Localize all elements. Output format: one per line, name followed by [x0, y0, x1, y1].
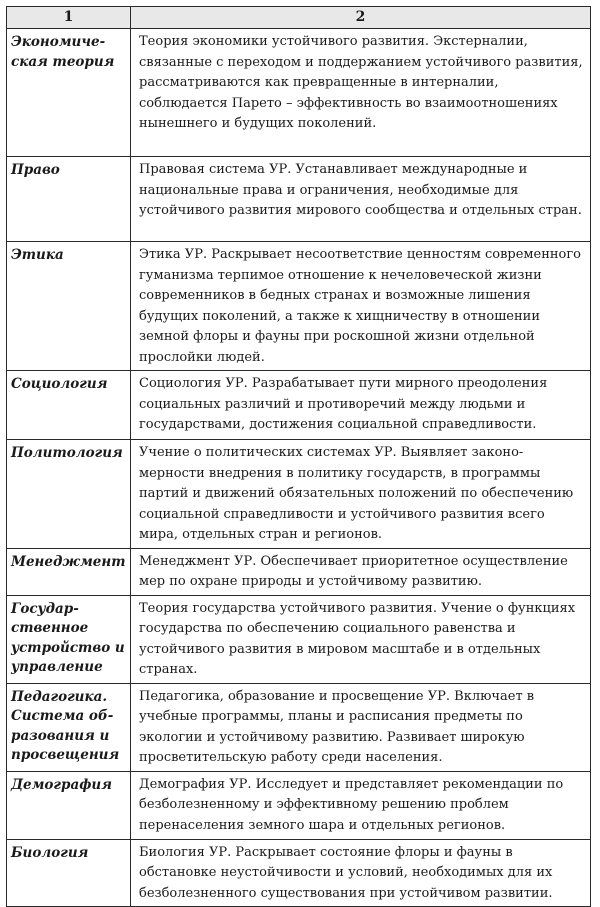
discipline-description: Демография УР. Исследует и представляет рекомендации по безболезненному и эффективному решению проблем перенаселения земного шара и отдельных регионов.	[131, 771, 591, 839]
table-row	[7, 157, 591, 242]
discipline-name: Демография	[7, 771, 131, 839]
table-row	[7, 440, 591, 549]
discipline-name: Социология	[7, 371, 131, 440]
discipline-description: Правовая система УР. Устанавливает международные и национальные права и ограничения, необходимые для устойчивого развития мирового сообщества и отдельных стран.	[131, 157, 591, 242]
disciplines-table	[6, 6, 591, 907]
discipline-name: Государственное устройство и управление	[7, 595, 131, 683]
discipline-description: Теория экономики устойчивого развития. Экстерналии, связанные с переходом и поддержанием устойчивого развития, рассматриваются как превращенные в интерналии, соблюдается Парето – эффективность во взаимоотношениях нынешнего и будущих поколений.	[131, 29, 591, 157]
column-2-header: 2	[131, 7, 591, 29]
discipline-description: Педагогика, образование и просвещение УР. Включает в учебные программы, планы и расписания предметы по экологии и устойчивому развитию. Развивает широкую просветительскую работу среди населения.	[131, 683, 591, 771]
table-row	[7, 683, 591, 771]
discipline-name: Биология	[7, 839, 131, 907]
table-row	[7, 771, 591, 839]
discipline-description: Социология УР. Разрабатывает пути мирного преодоления социальных различий и противоречий между людьми и государствами, достижения социальной справедливости.	[131, 371, 591, 440]
column-1-header: 1	[7, 7, 131, 29]
table-row	[7, 242, 591, 371]
discipline-name: Право	[7, 157, 131, 242]
table-row	[7, 595, 591, 683]
header-row	[7, 7, 591, 29]
table-row	[7, 371, 591, 440]
discipline-name: Педагогика. Система образования и просвещения	[7, 683, 131, 771]
table-row	[7, 548, 591, 595]
discipline-description: Менеджмент УР. Обеспечивает приоритетное осуществление мер по охране природы и устойчивому развитию.	[131, 548, 591, 595]
discipline-description: Этика УР. Раскрывает несоответствие ценностям современного гуманизма терпимое отношение к нечеловеческой жизни современников в бедных странах и возможные лишения будущих поколений, а также к хищничеству в отношении земной флоры и фауны при роскошной жизни отдельной прослойки людей.	[131, 242, 591, 371]
discipline-name: Политология	[7, 440, 131, 549]
table-row	[7, 29, 591, 157]
discipline-name: Менеджмент	[7, 548, 131, 595]
discipline-name: Этика	[7, 242, 131, 371]
table-row	[7, 839, 591, 907]
discipline-description: Теория государства устойчивого развития. Учение о функциях государства по обеспечению социального равенства и устойчивого развития в мировом масштабе и в отдельных странах.	[131, 595, 591, 683]
discipline-description: Учение о политических системах УР. Выявляет закономерности внедрения в политику государств, в программы партий и движений обязательных положений по обеспечению социальной справедливости и устойчивого развития всего мира, отдельных стран и регионов.	[131, 440, 591, 549]
discipline-description: Биология УР. Раскрывает состояние флоры и фауны в обстановке неустойчивости и условий, необходимых для их безболезненного существования при устойчивом развитии.	[131, 839, 591, 907]
discipline-name: Экономическая теория	[7, 29, 131, 157]
